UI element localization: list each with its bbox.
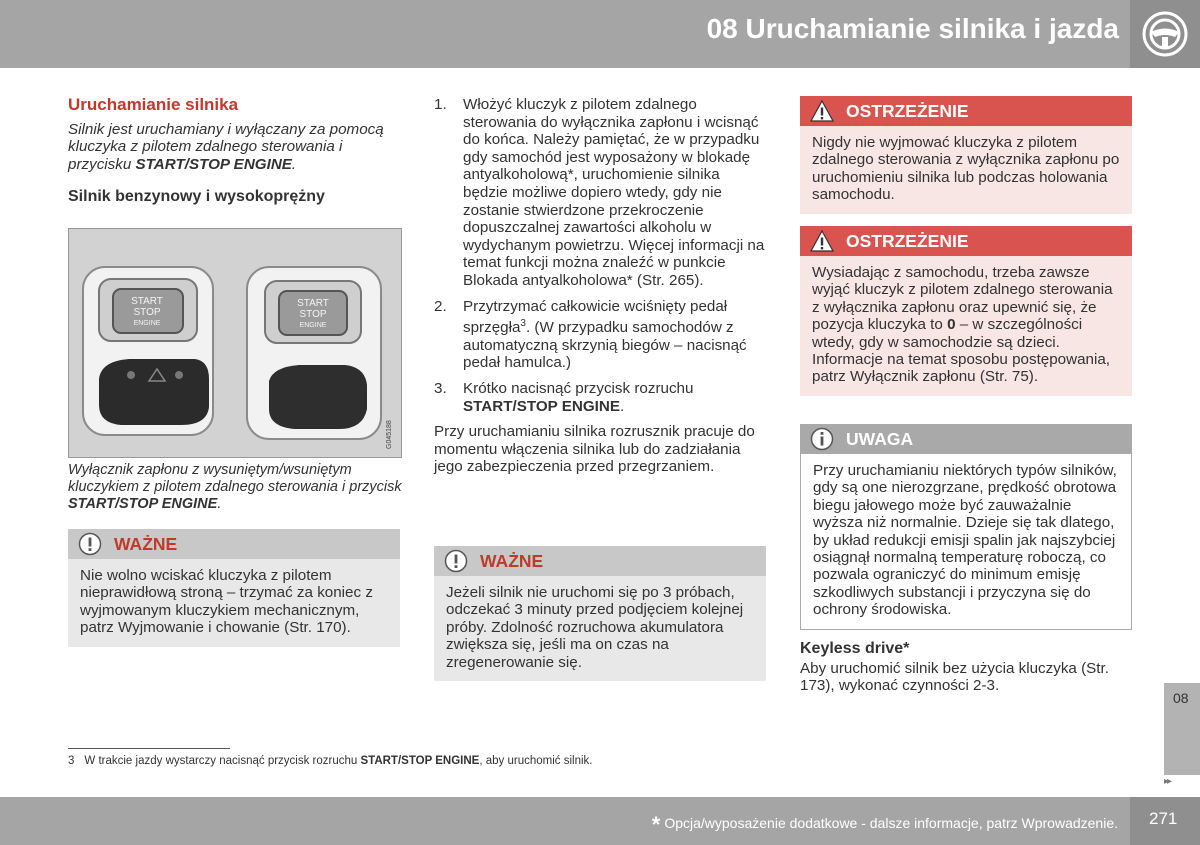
step-text: Włożyć kluczyk z pilotem zdalnego sterowania do wyłącznika zapłonu i wcisnąć do końca. Należy pamiętać, że w przypadku gdy samochód jest wyposażony w blokadę antyalkoholową*, uruchomienie silnika będzie możliwe dopiero wtedy, gdy nie zostanie stwierdzone przekroczenie dopuszczalnej zawartości alkoholu w wydychanym powietrzu. Więcej informacji na temat funkcji można znaleźć w punkcie Blokada antyalkoholowa* (Str. 265). [463,96,765,289]
step-text: Krótko nacisnąć przycisk rozruchu [463,379,694,397]
chapter-icon-box [1130,0,1200,68]
important-box-left [68,529,400,647]
warning-box-text [800,256,1132,396]
step-item [434,96,766,290]
asterisk-marker: * [651,812,661,837]
step-text: Przytrzymać całkowicie wciśnięty pedał sprzęgła [463,297,728,337]
steering-wheel-icon [1142,11,1188,57]
important-box-text: Nie wolno wciskać kluczyka z pilotem nieprawidłową stroną – trzymać za koniec z wyjmowanym kluczykiem mechanicznym, patrz Wyjmowanie i chowanie (Str. 170). [68,559,400,647]
important-box-header [68,529,400,559]
note-box-header [800,424,1132,454]
step-text-bold: START/STOP ENGINE [463,397,620,415]
important-box-middle [434,546,766,681]
button-label-start-right: START [297,298,329,309]
chapter-side-tab [1164,683,1200,775]
intro-text-part: Silnik jest uruchamiany i wyłączany za pomocą kluczyka z pilotem zdalnego sterowania i przycisku [68,120,384,173]
footer-note-text: Opcja/wyposażenie dodatkowe - dalsze informacje, patrz Wprowadzenie. [664,815,1118,831]
warning-box-header [800,96,1132,126]
step-item [434,298,766,372]
section-title: Uruchamianie silnika [68,95,239,114]
key-slot-empty [269,365,367,429]
step-number: 3. [434,379,447,397]
footnote-text-end: , aby uruchomić silnik. [479,755,593,767]
footnote-ref: 3 [520,318,526,330]
page-footer [0,797,1200,845]
button-label-engine-right: ENGINE [299,322,327,329]
warning-triangle-icon [810,229,834,253]
key-fob-inserted [99,359,209,425]
note-box [800,424,1132,630]
warning-triangle-icon [810,99,834,123]
next-page-arrow-icon: ▸▸ [1164,776,1171,787]
warning-box-1 [800,96,1132,214]
button-label-engine-left: ENGINE [133,320,161,327]
middle-column [434,96,766,476]
important-box-title: WAŻNE [114,533,178,554]
info-icon [810,427,834,451]
figure-code: G045188 [386,420,393,449]
footnote-bold: START/STOP ENGINE [360,755,480,767]
button-label-stop-right: STOP [299,309,327,320]
step-text-end: . [619,397,625,415]
step-number: 1. [434,96,447,113]
warning-box-title: OSTRZEŻENIE [846,100,969,121]
footer-note [652,812,1118,838]
footnote-marker: 3 [68,755,75,767]
exclamation-icon [444,549,468,573]
ignition-photo [68,228,402,458]
page-header [0,0,1200,68]
important-box-header [434,546,766,576]
warning-text-part: Wysiadając z samochodu, trzeba zawsze wyjąć kluczyk z pilotem zdalnego sterowania z wyłącznika zapłonu oraz upewnić się, że pozycja kluczyka to [812,264,1113,334]
chapter-title: 08 Uruchamianie silnika i jazda [706,13,1119,44]
figure-caption [68,462,402,513]
footnote-divider [68,748,230,749]
warning-text-bold: 0 [947,316,956,334]
button-label-start-left: START [131,296,163,307]
subheading: Silnik benzynowy i wysokoprężny [68,188,325,206]
warning-box-text: Nigdy nie wyjmować kluczyka z pilotem zdalnego sterowania z wyłącznika zapłonu po uruchomieniu silnika lub podczas holowania samochodu. [800,126,1132,214]
footnote [68,755,592,767]
exclamation-icon [78,532,102,556]
step-text-cont: . (W przypadku samochodów z automatyczną skrzynią biegów – nacisnąć pedał hamulca.) [463,319,747,372]
caption-bold: START/STOP ENGINE [68,496,218,512]
important-box-text: Jeżeli silnik nie uruchomi się po 3 próbach, odczekać 3 minuty przed podjęciem kolejnej próby. Zdolność rozruchowa akumulatora zwiększa się, jeśli ma on czas na zregenerowanie się. [434,576,766,681]
ignition-switch-illustration [69,229,401,457]
note-box-text: Przy uruchamianiu niektórych typów silników, gdy są one nierozgrzane, prędkość obrotowa biegu jałowego może być zauważalnie wyższa niż normalnie. Dzieje się tak dlatego, by układ redukcji emisji spalin jak najszybciej osiągnął normalną temperaturę roboczą, co pozwala ograniczyć do minimum emisję szkodliwych substancji i przyczyna się do ochrony środowiska. [800,454,1132,630]
keyless-text: Aby uruchomić silnik bez użycia kluczyka (Str. 173), wykonać czynności 2-3. [800,659,1109,695]
important-box-title: WAŻNE [480,550,544,571]
chapter-side-tab-label: 08 [1173,690,1189,706]
warning-box-header [800,226,1132,256]
left-column [68,96,402,206]
starter-paragraph: Przy uruchamianiu silnika rozrusznik pracuje do momentu włączenia silnika lub do zadziałania jego zabezpieczenia przed przegrzaniem. [434,423,755,476]
start-steps-list [434,96,766,415]
intro-text-end: . [291,155,297,173]
intro-text-bold: START/STOP ENGINE [135,155,292,173]
intro-text [68,121,402,174]
warning-text-cont: – w szczególności wtedy, gdy w samochodzie są dzieci. Informacje na temat sposobu postępowania, patrz Wyłącznik zapłonu (Str. 75). [812,316,1111,386]
caption-end: . [217,496,222,512]
keyless-section [800,640,1140,695]
page-number-box [1130,797,1200,845]
step-number: 2. [434,297,447,315]
note-box-title: UWAGA [846,428,914,449]
caption-part: Wyłącznik zapłonu z wysuniętym/wsuniętym kluczykiem z pilotem zdalnego sterowania i przycisk [68,462,402,495]
keyless-title: Keyless drive* [800,640,910,657]
warning-box-2 [800,226,1132,396]
warning-box-title: OSTRZEŻENIE [846,230,969,251]
step-item [434,380,766,415]
page-number: 271 [1149,809,1178,828]
button-label-stop-left: STOP [133,307,161,318]
footnote-text: W trakcie jazdy wystarczy nacisnąć przycisk rozruchu [84,755,361,767]
